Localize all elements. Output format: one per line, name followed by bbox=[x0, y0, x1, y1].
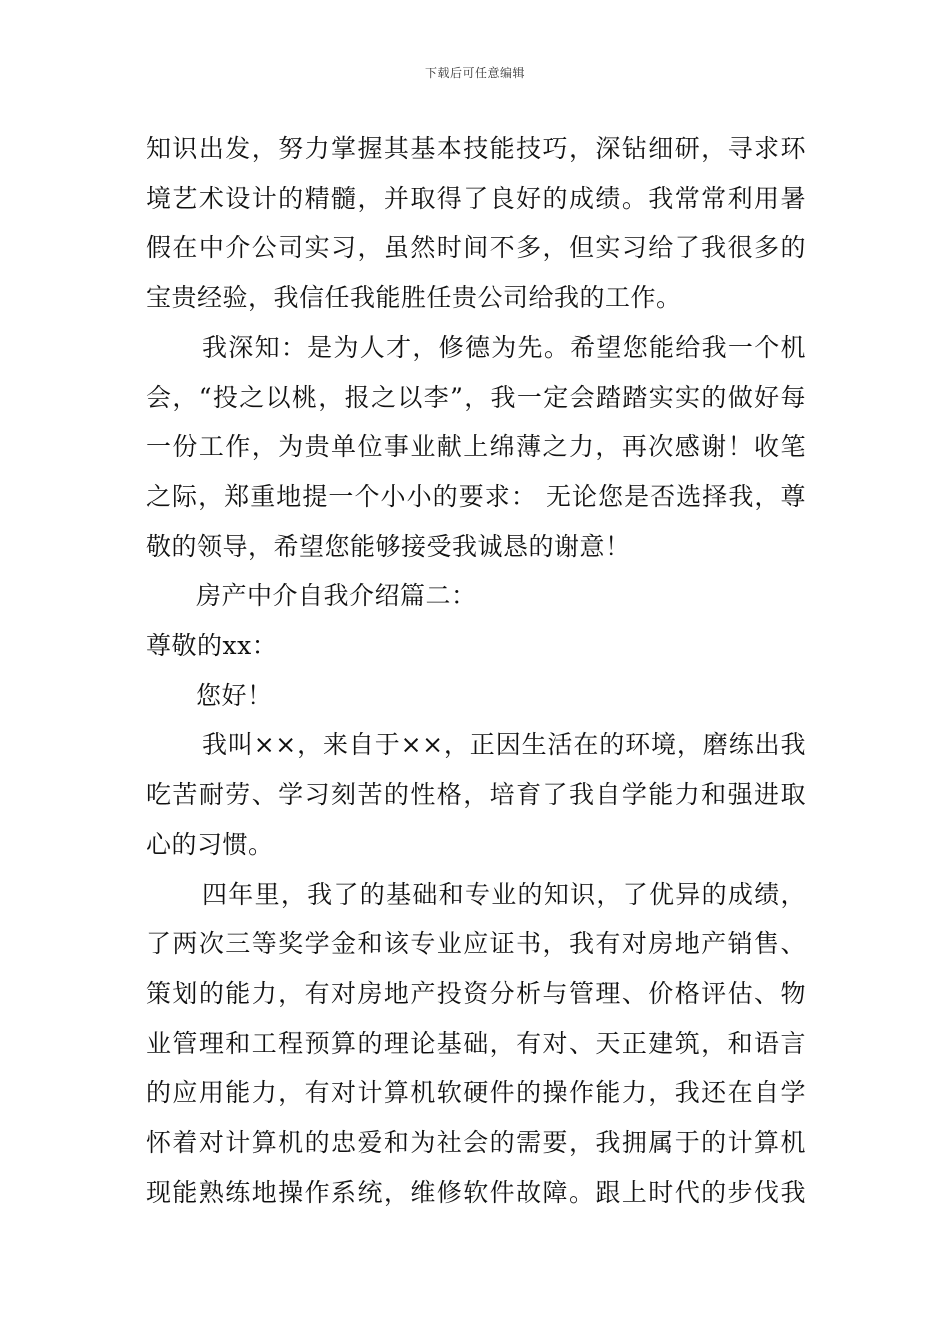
page-header: 下载后可任意编辑 bbox=[424, 66, 525, 80]
paragraph-1: 知识出发，努力掌握其基本技能技巧，深钻细研，寻求环境艺术设计的精髓，并取得了良好的成绩。我常常利用暑假在中介公司实习，虽然时间不多，但实习给了我很多的宝贵经验，我信任我能胜任贵公司给我的工作。 bbox=[146, 134, 806, 313]
paragraph-4: 四年里，我了的基础和专业的知识，了优异的成绩，了两次三等奖学金和该专业应证书，我有对房地产销售、策划的能力，有对房地产投资分析与管理、价格评估、物业管理和工程预算的理论基础，有对、天正建筑，和语言的应用能力，有对计算机软硬件的操作能力，我还在自学怀着对计算机的忠爱和为社会的需要，我拥属于的计算机现能熟练地操作系统，维修软件故障。跟上时代的步伐我 bbox=[146, 879, 806, 1207]
paragraph-2: 我深知：是为人才，修德为先。希望您能给我一个机会，“投之以桃，报之以李”，我一定会踏踏实实的做好每一份工作，为贵单位事业献上绵薄之力，再次感谢！收笔之际，郑重地提一个小小的要求： 无论您是否选择我，尊敬的领导，希望您能够接受我诚恳的谢意！ bbox=[146, 332, 806, 561]
document-body bbox=[146, 124, 806, 1217]
greeting: 您好！ bbox=[196, 680, 273, 710]
salutation: 尊敬的xx： bbox=[146, 631, 278, 661]
paragraph-3: 我叫××，来自于××，正因生活在的环境，磨练出我吃苦耐劳、学习刻苦的性格，培育了我自学能力和强进取心的习惯。 bbox=[146, 730, 806, 859]
section-title: 房产中介自我介绍篇二： bbox=[196, 581, 477, 611]
